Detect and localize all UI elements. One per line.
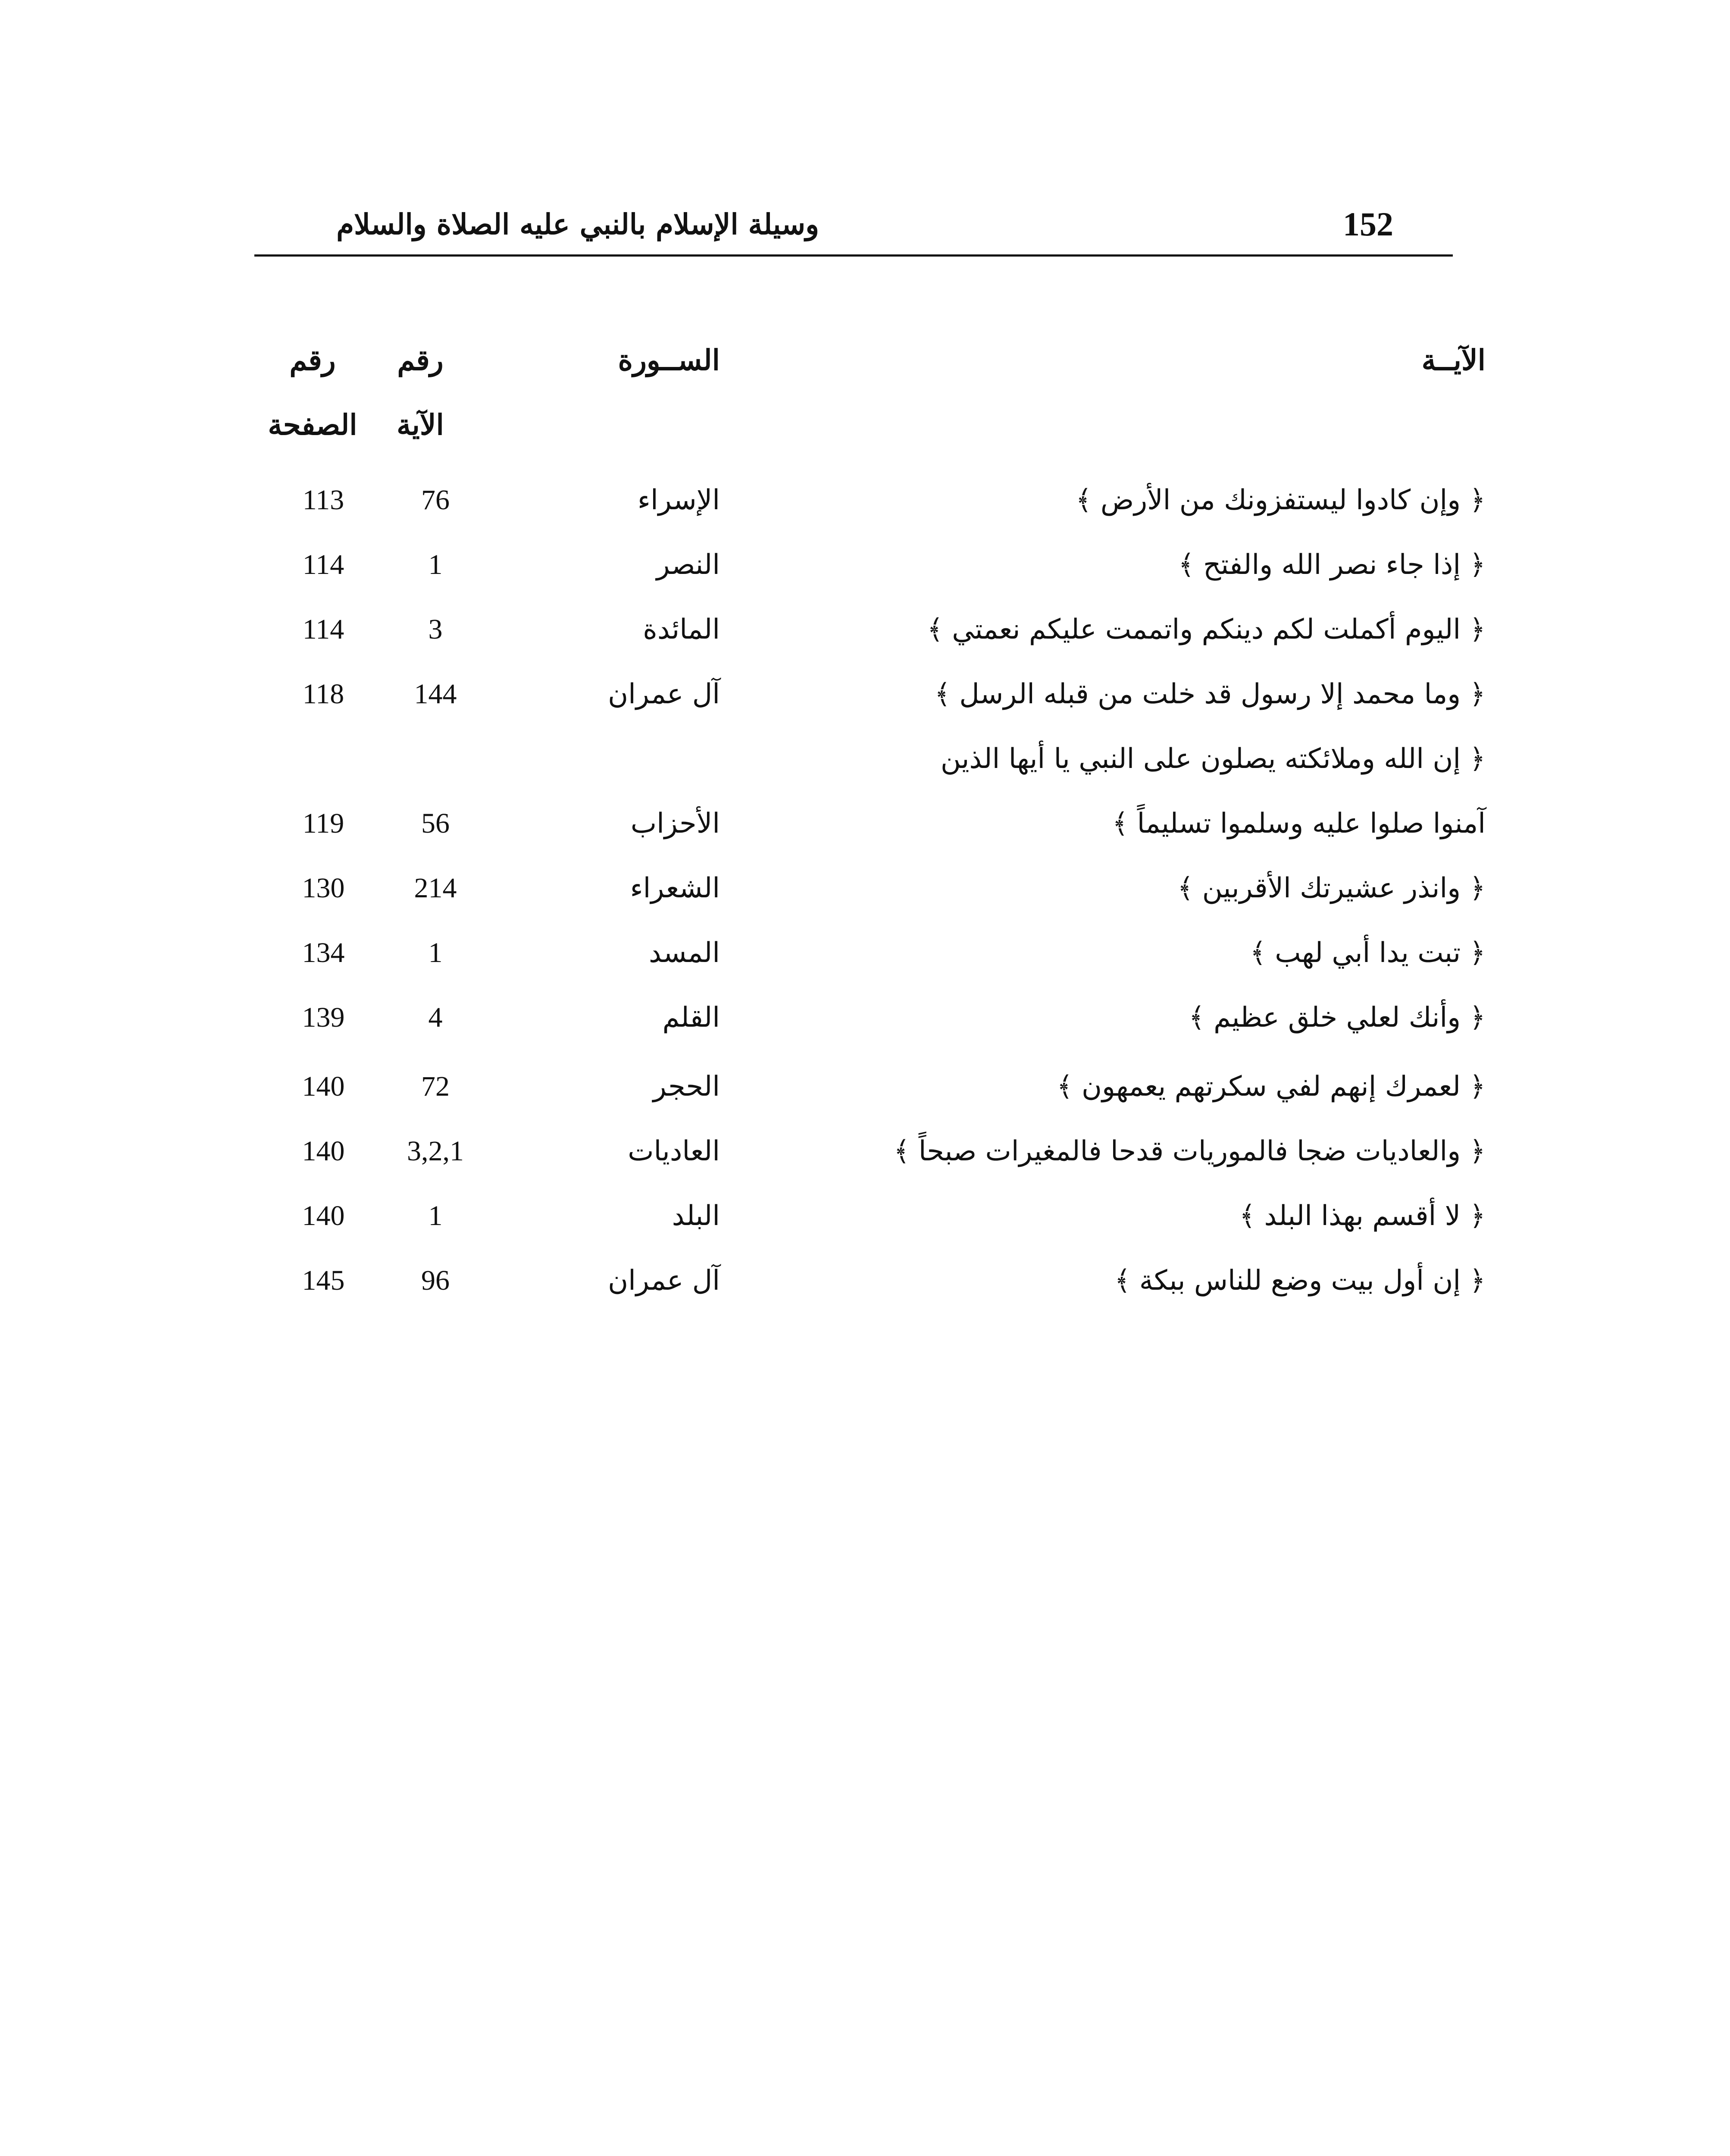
row-3-page: 118 xyxy=(302,678,344,710)
row-5-page: 119 xyxy=(302,808,344,839)
row-9-verse: ﴿ لعمرك إنهم لفي سكرتهم يعمهون ﴾ xyxy=(1057,1071,1486,1103)
row-1-page: 114 xyxy=(302,549,344,580)
row-2-ayah: 3 xyxy=(428,614,443,645)
page-number: 152 xyxy=(1343,205,1393,243)
row-0-page: 113 xyxy=(302,484,344,516)
row-8-verse: ﴿ وأنك لعلي خلق عظيم ﴾ xyxy=(1189,1002,1486,1034)
row-12-verse: ﴿ إن أول بيت وضع للناس ببكة ﴾ xyxy=(1114,1265,1486,1297)
row-2-surah: المائدة xyxy=(643,614,720,646)
row-1-ayah: 1 xyxy=(428,549,443,580)
row-7-ayah: 1 xyxy=(428,937,443,968)
row-9-surah: الحجر xyxy=(653,1071,720,1103)
row-3-verse: ﴿ وما محمد إلا رسول قد خلت من قبله الرسل ﴾ xyxy=(934,678,1486,710)
running-title: وسيلة الإسلام بالنبي عليه الصلاة والسلام xyxy=(336,207,819,241)
row-3-ayah: 144 xyxy=(414,678,457,710)
row-0-surah: الإسراء xyxy=(637,484,720,516)
row-5-ayah: 56 xyxy=(421,808,450,839)
row-0-ayah: 76 xyxy=(421,484,450,516)
row-6-ayah: 214 xyxy=(414,872,457,904)
row-12-ayah: 96 xyxy=(421,1265,450,1296)
row-2-page: 114 xyxy=(302,614,344,645)
column-header-verse: الآيــة xyxy=(1421,343,1486,377)
row-8-surah: القلم xyxy=(662,1002,720,1034)
row-3-surah: آل عمران xyxy=(608,678,720,710)
row-10-page: 140 xyxy=(302,1135,345,1167)
row-12-surah: آل عمران xyxy=(608,1265,720,1297)
row-1-surah: النصر xyxy=(656,549,720,581)
row-11-page: 140 xyxy=(302,1200,345,1232)
row-10-ayah: 3,2,1 xyxy=(407,1135,464,1167)
row-12-page: 145 xyxy=(302,1265,345,1296)
row-9-page: 140 xyxy=(302,1071,345,1102)
row-8-ayah: 4 xyxy=(428,1002,443,1033)
row-10-verse: ﴿ والعاديات ضجا فالموريات قدحا فالمغيرات صبحاً ﴾ xyxy=(893,1135,1486,1167)
row-6-surah: الشعراء xyxy=(630,872,720,904)
row-6-verse: ﴿ وانذر عشيرتك الأقربين ﴾ xyxy=(1177,872,1486,904)
row-7-surah: المسد xyxy=(649,937,720,969)
row-1-verse: ﴿ إذا جاء نصر الله والفتح ﴾ xyxy=(1178,549,1486,581)
row-7-page: 134 xyxy=(302,937,345,968)
column-header-ayah-number: رقم الآية xyxy=(397,343,444,442)
column-header-surah: الســورة xyxy=(618,343,720,377)
row-11-verse: ﴿ لا أقسم بهذا البلد ﴾ xyxy=(1239,1200,1486,1232)
row-6-page: 130 xyxy=(302,872,345,904)
row-5-surah: الأحزاب xyxy=(630,808,720,840)
row-2-verse: ﴿ اليوم أكملت لكم دينكم واتممت عليكم نعمتي ﴾ xyxy=(927,614,1486,646)
row-11-ayah: 1 xyxy=(428,1200,443,1232)
row-7-verse: ﴿ تبت يدا أبي لهب ﴾ xyxy=(1250,937,1486,969)
row-4-verse: ﴿ إن الله وملائكته يصلون على النبي يا أيها الذين xyxy=(940,743,1486,775)
row-9-ayah: 72 xyxy=(421,1071,450,1102)
row-11-surah: البلد xyxy=(672,1200,720,1232)
column-header-page-number: رقم الصفحة xyxy=(268,343,357,442)
row-8-page: 139 xyxy=(302,1002,345,1033)
row-0-verse: ﴿ وإن كادوا ليستفزونك من الأرض ﴾ xyxy=(1075,484,1486,516)
row-5-verse: آمنوا صلوا عليه وسلموا تسليماً ﴾ xyxy=(1112,808,1486,840)
row-10-surah: العاديات xyxy=(628,1135,720,1167)
